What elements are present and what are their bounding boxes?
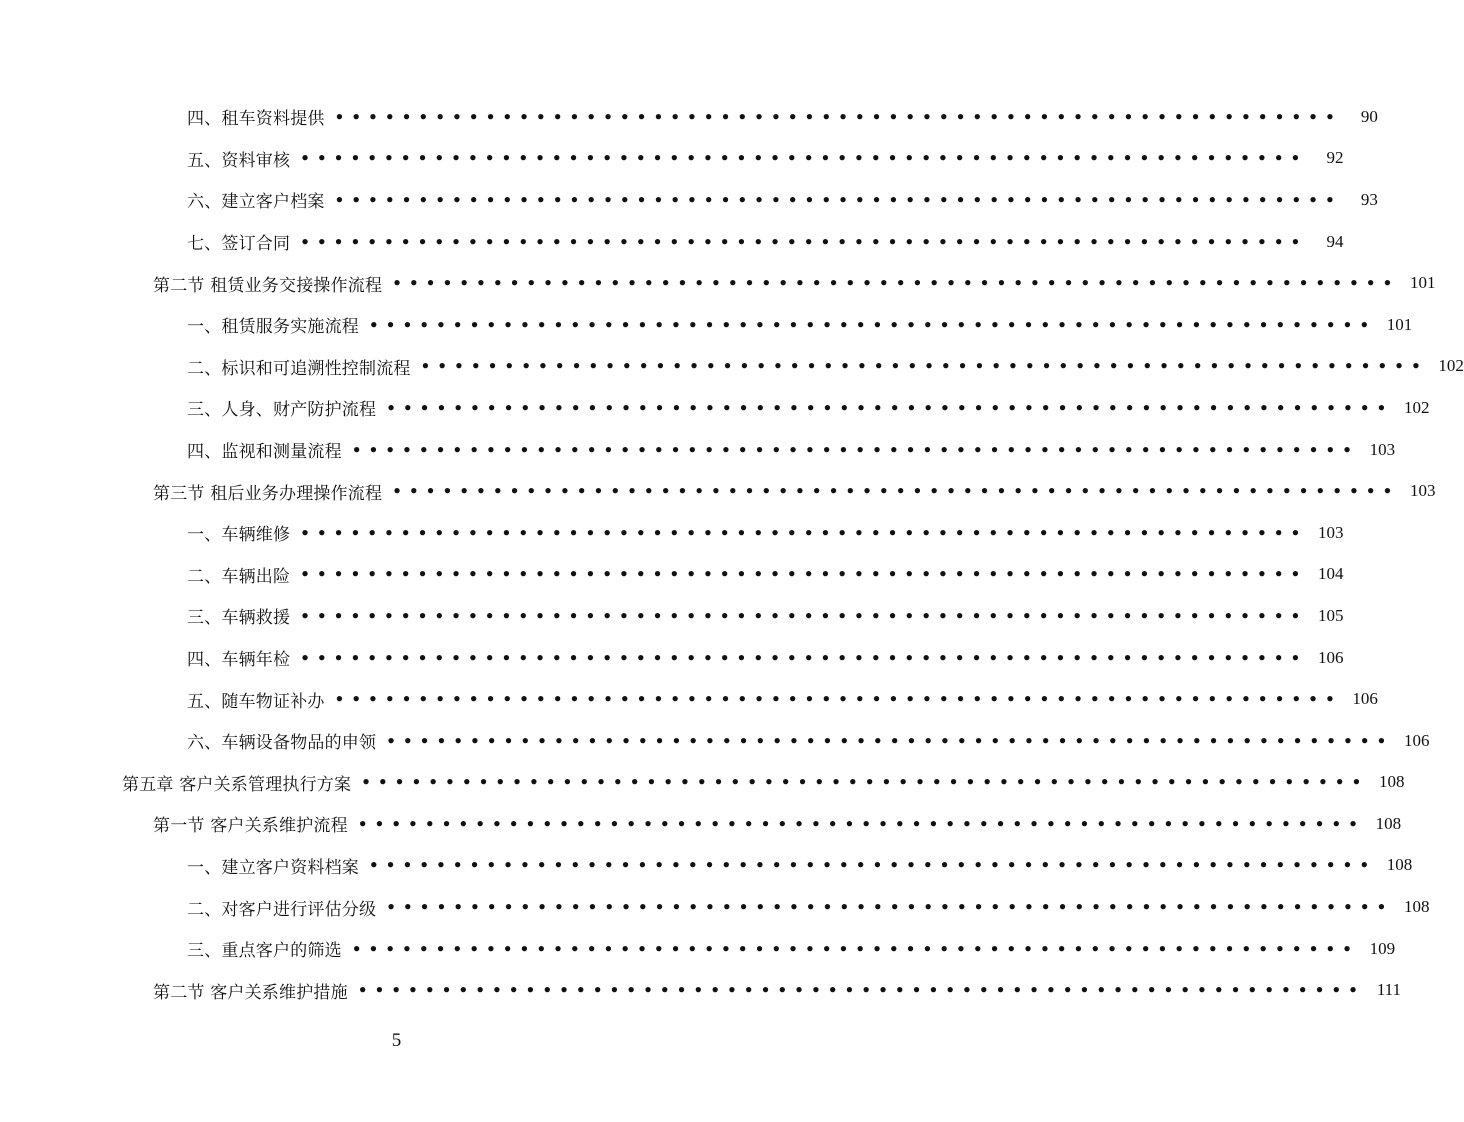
toc-dot-leader: •••••••••••••••••••••••••••••••••••••••••••••••••••••••••••• <box>300 648 1308 667</box>
toc-dot-leader: •••••••••••••••••••••••••••••••••••••••••••••••••••••••••••• <box>392 482 1400 501</box>
toc-dot-leader: •••••••••••••••••••••••••••••••••••••••••••••••••••••••••••• <box>357 814 1366 833</box>
toc-dot-leader: •••••••••••••••••••••••••••••••••••••••••••••••••••••••••••• <box>351 440 1360 459</box>
toc-entry[interactable] <box>0 845 1413 887</box>
toc-dot-leader: •••••••••••••••••••••••••••••••••••••••••••••••••••••••••••• <box>420 357 1428 376</box>
toc-entry-title: 六、建立客户档案 <box>187 192 325 213</box>
toc-entry-page: 108 <box>1403 897 1430 917</box>
toc-entry-page: 103 <box>1317 522 1344 542</box>
toc-entry-page: 108 <box>1375 813 1402 833</box>
toc-entry-title: 一、建立客户资料档案 <box>187 857 359 878</box>
toc-entry-title: 四、车辆年检 <box>187 650 291 671</box>
toc-entry-page: 94 <box>1326 231 1344 251</box>
toc-entry[interactable] <box>0 512 1344 554</box>
toc-entry-page: 103 <box>1409 481 1436 501</box>
toc-entry-title: 第五章 客户关系管理执行方案 <box>122 774 352 795</box>
toc-entry[interactable] <box>0 678 1378 720</box>
toc-dot-leader: •••••••••••••••••••••••••••••••••••••••••••••••••••••••••••• <box>334 190 1342 209</box>
page-number: 5 <box>391 1030 402 1051</box>
toc-entry[interactable] <box>0 138 1344 180</box>
toc-entry-page: 111 <box>1376 980 1402 1000</box>
toc-dot-leader: •••••••••••••••••••••••••••••••••••••••••••••••••••••••••••• <box>361 773 1369 792</box>
toc-entry-page: 93 <box>1360 189 1378 209</box>
toc-entry-title: 六、车辆设备物品的申领 <box>187 733 377 754</box>
toc-dot-leader: •••••••••••••••••••••••••••••••••••••••••••••••••••••••••••• <box>300 232 1308 251</box>
table-of-contents <box>0 96 1464 1011</box>
toc-dot-leader: •••••••••••••••••••••••••••••••••••••••••••••••••••••••••••• <box>334 690 1342 709</box>
toc-entry-title: 二、标识和可追溯性控制流程 <box>187 358 411 379</box>
toc-entry[interactable] <box>0 387 1430 429</box>
toc-entry-title: 五、随车物证补办 <box>187 691 325 712</box>
toc-dot-leader: •••••••••••••••••••••••••••••••••••••••••••••••••••••••••••• <box>386 731 1394 750</box>
toc-entry-page: 90 <box>1360 106 1378 126</box>
toc-entry-page: 104 <box>1317 564 1344 584</box>
toc-entry-title: 三、车辆救援 <box>187 608 291 629</box>
toc-entry[interactable] <box>0 96 1378 138</box>
toc-entry-page: 101 <box>1409 273 1436 293</box>
toc-entry-page: 108 <box>1386 855 1413 875</box>
toc-entry[interactable] <box>0 886 1430 928</box>
toc-dot-leader: •••••••••••••••••••••••••••••••••••••••••••••••••••••••••••• <box>351 939 1360 958</box>
toc-dot-leader: •••••••••••••••••••••••••••••••••••••••••••••••••••••••••••• <box>300 565 1308 584</box>
toc-entry[interactable] <box>0 262 1436 304</box>
toc-entry-title: 第一节 客户关系维护流程 <box>153 816 348 837</box>
toc-entry[interactable] <box>0 720 1430 762</box>
toc-entry-page: 101 <box>1386 314 1413 334</box>
toc-entry-title: 三、人身、财产防护流程 <box>187 400 377 421</box>
toc-entry[interactable] <box>0 179 1378 221</box>
toc-dot-leader: •••••••••••••••••••••••••••••••••••••••••••••••••••••••••••• <box>369 315 1377 334</box>
toc-entry[interactable] <box>0 554 1344 596</box>
toc-dot-leader: •••••••••••••••••••••••••••••••••••••••••••••••••••••••••••• <box>300 606 1308 625</box>
toc-dot-leader: •••••••••••••••••••••••••••••••••••••••••••••••••••••••••••• <box>369 856 1377 875</box>
toc-entry-title: 三、重点客户的筛选 <box>187 941 342 962</box>
toc-entry-title: 第二节 客户关系维护措施 <box>153 982 348 1003</box>
toc-entry-page: 102 <box>1438 356 1464 376</box>
toc-entry[interactable] <box>0 637 1344 679</box>
toc-entry-page: 109 <box>1369 938 1396 958</box>
toc-dot-leader: •••••••••••••••••••••••••••••••••••••••••••••••••••••••••••• <box>300 149 1308 168</box>
toc-entry-page: 108 <box>1378 772 1405 792</box>
toc-entry-title: 五、资料审核 <box>187 150 291 171</box>
toc-entry[interactable] <box>0 470 1436 512</box>
toc-entry-page: 106 <box>1352 689 1378 709</box>
toc-dot-leader: •••••••••••••••••••••••••••••••••••••••••••••••••••••••••••• <box>334 107 1342 126</box>
toc-dot-leader: •••••••••••••••••••••••••••••••••••••••••••••••••••••••••••• <box>386 898 1394 917</box>
toc-entry-title: 第三节 租后业务办理操作流程 <box>153 483 383 504</box>
toc-dot-leader: •••••••••••••••••••••••••••••••••••••••••••••••••••••••••••• <box>392 274 1400 293</box>
toc-entry[interactable] <box>0 221 1344 263</box>
toc-entry-title: 七、签订合同 <box>187 234 291 255</box>
toc-entry-title: 一、车辆维修 <box>187 525 291 546</box>
toc-entry[interactable] <box>0 969 1402 1011</box>
toc-entry-page: 103 <box>1369 439 1396 459</box>
toc-entry[interactable] <box>0 762 1405 804</box>
toc-entry[interactable] <box>0 346 1464 388</box>
toc-entry[interactable] <box>0 803 1402 845</box>
toc-entry-page: 105 <box>1317 605 1344 625</box>
toc-entry[interactable] <box>0 928 1396 970</box>
toc-entry-page: 106 <box>1403 730 1430 750</box>
toc-dot-leader: •••••••••••••••••••••••••••••••••••••••••••••••••••••••••••• <box>357 981 1366 1000</box>
toc-entry-title: 一、租赁服务实施流程 <box>187 317 359 338</box>
toc-entry-title: 二、对客户进行评估分级 <box>187 899 377 920</box>
toc-entry-page: 102 <box>1403 397 1430 417</box>
toc-entry-page: 106 <box>1317 647 1344 667</box>
toc-entry[interactable] <box>0 595 1344 637</box>
toc-entry[interactable] <box>0 304 1413 346</box>
toc-entry[interactable] <box>0 429 1396 471</box>
toc-dot-leader: •••••••••••••••••••••••••••••••••••••••••••••••••••••••••••• <box>300 523 1308 542</box>
toc-entry-title: 二、车辆出险 <box>187 566 291 587</box>
toc-dot-leader: •••••••••••••••••••••••••••••••••••••••••••••••••••••••••••• <box>386 398 1394 417</box>
toc-entry-page: 92 <box>1326 148 1344 168</box>
toc-entry-title: 第二节 租赁业务交接操作流程 <box>153 275 383 296</box>
toc-entry-title: 四、监视和测量流程 <box>187 442 342 463</box>
toc-entry-title: 四、租车资料提供 <box>187 109 325 130</box>
